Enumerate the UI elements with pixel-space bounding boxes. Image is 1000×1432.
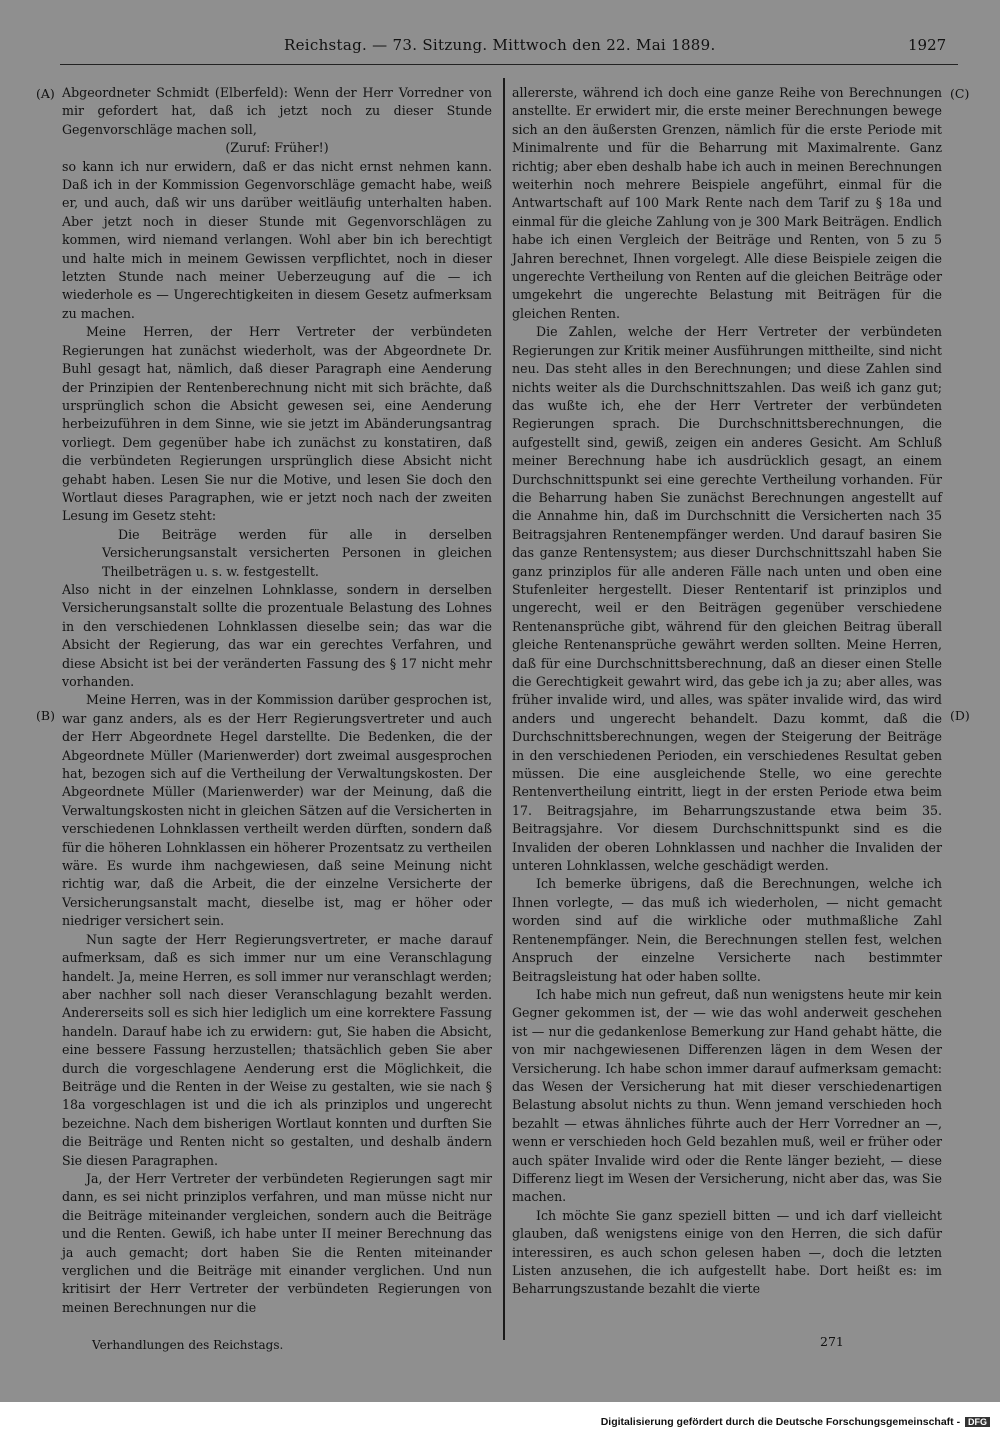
right-column — [512, 84, 942, 1299]
paragraph: so kann ich nur erwidern, daß er das nicht ernst nehmen kann. Daß ich in der Kommission Gegenvorschläge gemacht habe, weiß er, und auch, daß wir uns darüber weitläufig unterhalten haben. Aber jetzt noch in dieser Stunde mit Gegenvorschlägen zu kommen, wird niemand verlangen. Wohl aber bin ich berechtigt und halte mich in meinem Gewissen verpflichtet, noch in dieser letzten Stunde nach meiner Ueberzeugung auf die — ich wiederhole es — Ungerechtigkeiten in diesem Gesetz aufmerksam zu machen. — [62, 158, 492, 321]
column-divider — [503, 78, 505, 1340]
publication-footer: Verhandlungen des Reichstags. — [92, 1338, 284, 1352]
paragraph: Ja, der Herr Vertreter der verbündeten Regierungen sagt mir dann, es sei nicht prinziplos verfahren, und man müsse nicht nur die Beiträge miteinander vergleichen, sondern auch die Beiträge und die Renten. Gewiß, ich habe unter II meiner Berechnung das ja auch gemacht; dort haben Sie die Renten miteinander verglichen und die Beiträge mit einander verglichen. Und nun kritisirt der Herr Vertreter der verbündeten Regierungen von meinen Berechnungen nur die — [62, 1170, 492, 1315]
left-column — [62, 84, 492, 1317]
paragraph: Ich bemerke übrigens, daß die Berechnungen, welche ich Ihnen vorlegte, — das muß ich wiederholen, — nicht gemacht worden sind auf die wirkliche oder muthmaßliche Zahl Rentenempfänger. Nein, die Berechnungen stellen fest, welchen Anspruch der einzelne Versicherte nach bestimmter Beitragsleistung hat oder haben sollte. — [512, 876, 942, 984]
paragraph: Nun sagte der Herr Regierungsvertreter, er mache darauf aufmerksam, daß es sich immer nur um eine Veranschlagung handelt. Ja, meine Herren, es soll immer nur veranschlagt werden; aber nachher soll nach dieser Veranschlagung bezahlt werden. Andererseits soll es sich hier lediglich um eine korrektere Fassung handeln. Darauf habe ich zu erwidern: gut, Sie haben die Absicht, eine bessere Fassung herzustellen; thatsächlich geben Sie aber durch die vorgeschlagene Aenderung erst die Möglichkeit, die Beiträge und die Renten in der Weise zu gestalten, wie sie nach § 18a vorgeschlagen ist und die ich als prinziplos und ungerecht bezeichne. Nach dem bisherigen Wortlaut konnten und durften Sie die Beiträge und Renten nicht so gestalten, und deshalb ändern Sie diesen Paragraphen. — [62, 931, 492, 1168]
paragraph: Meine Herren, was in der Kommission darüber gesprochen ist, war ganz anders, als es der Herr Regierungsvertreter und auch der Herr Abgeordnete Hegel darstellte. Die Bedenken, die der Abgeordnete Müller (Marienwerder) dort zweimal ausgesprochen hat, bezogen sich auf die Vertheilung der Verwaltungskosten. Der Abgeordnete Müller (Marienwerder) war der Meinung, daß die Verwaltungskosten nicht in gleichen Sätzen auf die Versicherten in verschiedenen Lohnklassen vertheilt werden dürften, sondern daß für die höheren Lohnklassen ein höherer Prozentsatz zu vertheilen wäre. Es wurde ihm nachgewiesen, daß seine Meinung nicht richtig war, daß die Arbeit, die der einzelne Versicherte der Versicherungsanstalt macht, dieselbe ist, mag er höher oder niedriger versichert sein. — [62, 692, 492, 929]
margin-mark-c: (C) — [950, 86, 970, 101]
page-number: 1927 — [908, 36, 947, 54]
paragraph: Meine Herren, der Herr Vertreter der verbündeten Regierungen hat zunächst wiederholt, was der Abgeordnete Dr. Buhl gesagt hat, nämlich, daß dieser Paragraph eine Aenderung der Prinzipien der Rentenberechnung nicht mit sich brächte, daß ursprünglich schon die Absicht gewesen sei, eine Aenderung herbeizuführen in dem Sinne, wie sie jetzt im Abänderungsantrag vorliegt. Dem gegenüber habe ich zunächst zu konstatiren, daß die verbündeten Regierungen ursprünglich diese Absicht nicht gehabt haben. Lesen Sie nur die Motive, und lesen Sie doch den Wortlaut dieses Paragraphen, wie er jetzt noch nach der zweiten Lesung im Gesetz steht: — [62, 324, 492, 524]
paragraph: Die Zahlen, welche der Herr Vertreter der verbündeten Regierungen zur Kritik meiner Ausführungen mittheilte, sind nicht neu. Das steht alles in den Berechnungen; und diese Zahlen sind nichts weiter als die Durchschnittszahlen. Das weiß ich ganz gut; das wußte ich, ehe der Herr Vertreter der verbündeten Regierungen sprach. Die Durchschnittsberechnungen, die aufgestellt sind, gewiß, zeigen ein anderes Gesicht. Am Schluß meiner Berechnung habe ich ausdrücklich gesagt, an einem Durchschnittspunkt sei eine gerechte Vertheilung vorhanden. Für die Beharrung haben Sie zunächst Berechnungen angestellt auf die Annahme hin, daß im Durchschnitt die Versicherten nach 35 Beitragsjahren Rentenempfänger werden. Und darauf basiren Sie das ganze Rentensystem; aus dieser Durchschnittszahl haben Sie ganz prinziplos für alle anderen Fälle nach unten und oben eine Stufenleiter hergestellt. Dieser Rententarif ist prinziplos und ungerecht, weil er den Beiträgen gegenüber verschiedene Rentenansprüche gibt, während für den gleichen Beitrag überall gleiche Rentenansprüche gewährt werden sollten. Meine Herren, daß für eine Durchschnittsberechnung, daß an dieser einen Stelle die Gerechtigkeit gewahrt wird, das gebe ich ja zu; aber alles, was früher invalide wird, und alles, was später invalide wird, das wird anders und ungerecht behandelt. Dazu kommt, daß die Durchschnittsberechnungen, wegen der Steigerung der Beiträge in den verschiedenen Perioden, ein verschiedenes Resultat geben müssen. Die eine ausgleichende Stelle, wo eine gerechte Rentenvertheilung eintritt, liegt in der ersten Periode etwa beim 17. Beitragsjahre, im Beharrungszustande etwa beim 35. Beitragsjahre. Vor diesem Durchschnittspunkt sind es die Invaliden der oberen Lohnklassen und nachher die Invaliden der unteren Lohnklassen, welche geschädigt werden. — [512, 324, 942, 874]
sheet-number: 271 — [820, 1334, 844, 1349]
margin-mark-b: (B) — [36, 708, 55, 723]
paragraph: Ich möchte Sie ganz speziell bitten — und ich darf vielleicht glauben, daß wenigstens einige von den Herren, die sich dafür interessiren, es auch schon gelesen haben —, doch die letzten Listen anzusehen, die ich aufgestellt habe. Dort heißt es: im Beharrungszustande bezahlt die vierte — [512, 1207, 942, 1297]
margin-mark-d: (D) — [950, 708, 970, 723]
digitization-credit — [601, 1416, 990, 1428]
running-header: Reichstag. — 73. Sitzung. Mittwoch den 22. Mai 1889. — [284, 36, 716, 54]
paragraph: Abgeordneter Schmidt (Elberfeld): Wenn der Herr Vorredner von mir gefordert hat, daß ich jetzt noch zu dieser Stunde Gegenvorschläge machen soll, — [62, 85, 492, 137]
interjection: (Zuruf: Früher!) — [225, 140, 329, 156]
paragraph: Ich habe mich nun gefreut, daß nun wenigstens heute mir kein Gegner gekommen ist, der — wie das wohl anderweit geschehen ist — nur die gedankenlose Bemerkung zur Hand gehabt hätte, die von mir nachgewiesenen Differenzen lägen in dem Wesen der Versicherung. Ich habe schon immer darauf aufmerksam gemacht: das Wesen der Versicherung hat mit dieser verschiedenartigen Belastung absolut nichts zu thun. Wenn jemand verschieden hoch bezahlt — etwas ähnliches führte auch der Herr Vorredner an —, wenn er verschieden hoch Geld bezahlen muß, weil er früher oder auch später Invalide wird oder die Rente länger bezieht, — diese Differenz liegt im Wesen der Versicherung, nicht aber das, was Sie machen. — [512, 986, 942, 1205]
header-rule — [60, 64, 958, 65]
dfg-logo: DFG — [965, 1417, 990, 1427]
paragraph: Also nicht in der einzelnen Lohnklasse, sondern in derselben Versicherungsanstalt sollte die prozentuale Belastung des Lohnes in den verschiedenen Lohnklassen dieselbe sein; das war die Absicht der Regierung, das war ein gerechtes Verfahren, und diese Absicht ist bei der veränderten Fassung des § 17 nicht mehr vorhanden. — [62, 581, 492, 689]
margin-mark-a: (A) — [36, 86, 55, 101]
paragraph: allererste, während ich doch eine ganze Reihe von Berechnungen anstellte. Er erwidert mir, die erste meiner Berechnungen bewege sich an den äußersten Grenzen, nämlich für die erste Periode mit Minimalrente und für die Beharrung mit Maximalrente. Ganz richtig; aber eben deshalb habe ich auch in meinen Berechnungen weiterhin noch mehrere Beispiele angeführt, einmal für die Antwartschaft auf 100 Mark Rente nach dem Tarif zu § 18a und einmal für die gleiche Zahlung von je 300 Mark Beiträgen. Endlich habe ich einen Vergleich der Beiträge und Renten, von 5 zu 5 Jahren berechnet, Ihnen vorgelegt. Alle diese Beispiele zeigen die ungerechte Vertheilung von Renten auf die gleichen Beiträge oder umgekehrt die ungerechte Belastung mit Beiträgen für die gleichen Renten. — [512, 85, 942, 321]
quoted-law-text: Die Beiträge werden für alle in derselben Versicherungsanstalt versicherten Personen in gleichen Theilbeträgen u. s. w. festgestellt. — [102, 526, 492, 579]
credit-text: Digitalisierung gefördert durch die Deutsche Forschungsgemeinschaft - — [600, 1416, 961, 1428]
